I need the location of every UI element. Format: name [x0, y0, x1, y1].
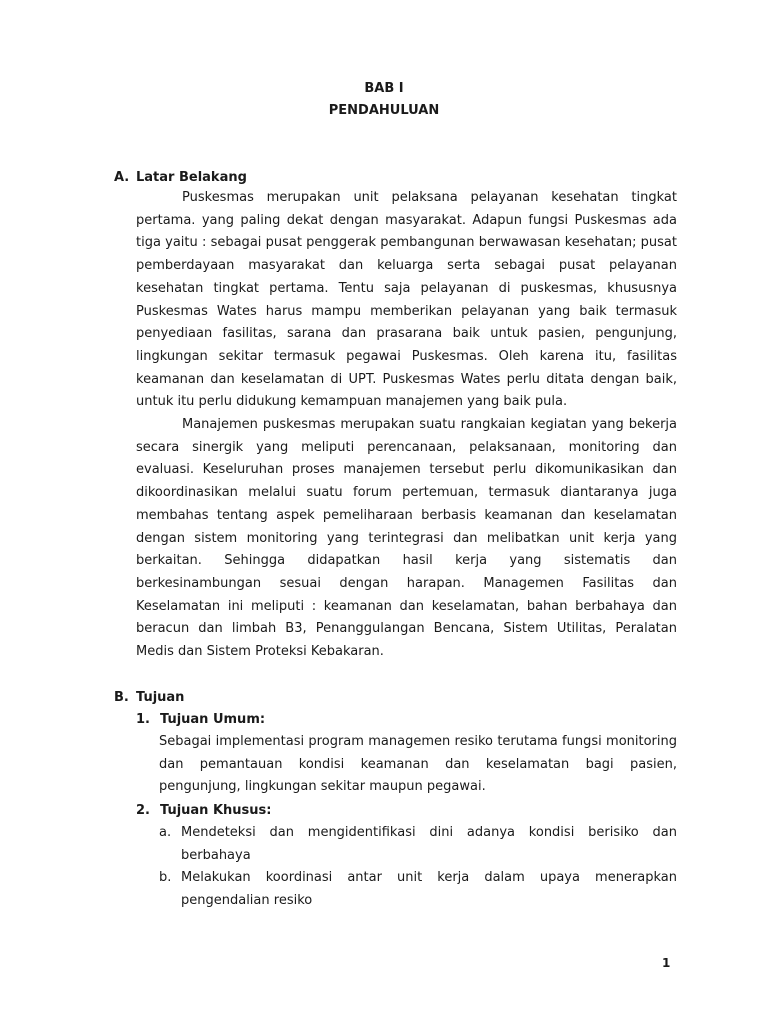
tujuan-umum-body	[159, 731, 677, 799]
list-item	[159, 822, 677, 867]
paragraph: Manajemen puskesmas merupakan suatu rangkaian kegiatan yang bekerja secara sinergik yang meliputi perencanaan, pelaksanaan, monitoring dan evaluasi. Keseluruhan proses manajemen tersebut perlu dikomunikasikan dan dikoordinasikan melalui suatu forum pertemuan, termasuk diantaranya juga membahas tentang aspek pemeliharaan berbasis keamanan dan keselamatan dengan sistem monitoring yang terintegrasi dan melibatkan unit kerja yang berkaitan. Sehingga didapatkan hasil kerja yang sistematis dan berkesinambungan sesuai dengan harapan. Managemen Fasilitas dan Keselamatan ini meliputi : keamanan dan keselamatan, bahan berbahaya dan beracun dan limbah B3, Penanggulangan Bencana, Sistem Utilitas, Peralatan Medis dan Sistem Proteksi Kebakaran.	[136, 417, 677, 660]
tujuan-khusus-heading	[136, 803, 271, 818]
tujuan-umum-heading	[136, 712, 265, 727]
tujuan-khusus-title: Tujuan Khusus:	[160, 803, 272, 818]
section-b-heading	[114, 690, 184, 705]
tujuan-khusus-number: 2.	[136, 803, 150, 818]
list-item-text: Mendeteksi dan mengidentifikasi dini adanya kondisi berisiko dan berbahaya	[181, 825, 677, 863]
tujuan-umum-title: Tujuan Umum:	[160, 712, 266, 727]
list-item	[159, 867, 677, 912]
section-a-title: Latar Belakang	[136, 170, 247, 185]
section-b-title: Tujuan	[136, 690, 185, 705]
section-a-letter: A.	[114, 170, 130, 185]
page-number: 1	[662, 956, 671, 970]
section-a-body	[136, 187, 677, 664]
list-item-key: b.	[159, 870, 172, 885]
chapter-label: BAB I	[364, 81, 404, 96]
paragraph: Sebagai implementasi program managemen resiko terutama fungsi monitoring dan pemantauan kondisi keamanan dan keselamatan bagi pasien, pengunjung, lingkungan sekitar maupun pegawai.	[159, 734, 677, 795]
list-item-key: a.	[159, 825, 172, 840]
section-b-letter: B.	[114, 690, 129, 705]
list-item-text: Melakukan koordinasi antar unit kerja dalam upaya menerapkan pengendalian resiko	[181, 870, 677, 908]
chapter-title: PENDAHULUAN	[328, 103, 440, 118]
paragraph: Puskesmas merupakan unit pelaksana pelayanan kesehatan tingkat pertama. yang paling dekat dengan masyarakat. Adapun fungsi Puskesmas ada tiga yaitu : sebagai pusat penggerak pembangunan berwawasan kesehatan; pusat pemberdayaan masyarakat dan keluarga serta sebagai pusat pelayanan kesehatan tingkat pertama. Tentu saja pelayanan di puskesmas, khususnya Puskesmas Wates harus mampu memberikan pelayanan yang baik termasuk penyediaan fasilitas, sarana dan prasarana baik untuk pasien, pengunjung, lingkungan sekitar termasuk pegawai Puskesmas. Oleh karena itu, fasilitas keamanan dan keselamatan di UPT. Puskesmas Wates perlu ditata dengan baik, untuk itu perlu didukung kemampuan manajemen yang baik pula.	[136, 190, 677, 410]
tujuan-umum-number: 1.	[136, 712, 150, 727]
section-a-heading	[114, 170, 247, 185]
